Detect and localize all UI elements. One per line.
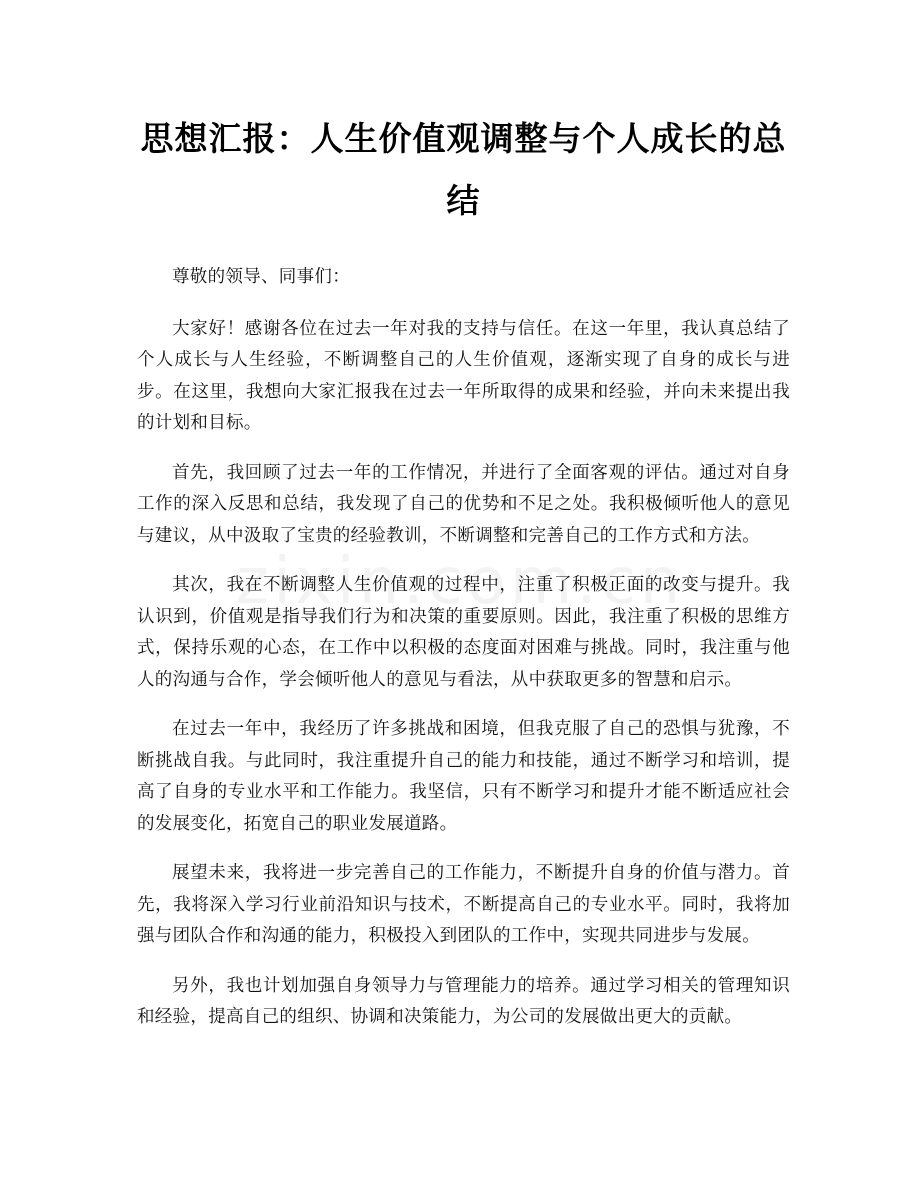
paragraph-review: 首先，我回顾了过去一年的工作情况，并进行了全面客观的评估。通过对自身工作的深入反思和总结，我发现了自己的优势和不足之处。我积极倾听他人的意见与建议，从中汲取了宝贵的经验教训，不断调整和完善自己的工作方式和方法。 (137, 462, 790, 546)
paragraph-values: 其次，我在不断调整人生价值观的过程中，注重了积极正面的改变与提升。我认识到，价值观是指导我们行为和决策的重要原则。因此，我注重了积极的思维方式，保持乐观的心态，在工作中以积极的态度面对困难与挑战。同时，我注重与他人的沟通与合作，学会倾听他人的意见与看法，从中获取更多的智慧和启示。 (137, 575, 790, 690)
document-title: 思想汇报：人生价值观调整与个人成长的总结 (140, 119, 787, 220)
paragraph-intro: 大家好！感谢各位在过去一年对我的支持与信任。在这一年里，我认真总结了个人成长与人生经验，不断调整自己的人生价值观，逐渐实现了自身的成长与进步。在这里，我想向大家汇报我在过去一年所取得的成果和经验，并向未来提出我的计划和目标。 (137, 318, 790, 433)
paragraph-challenges: 在过去一年中，我经历了许多挑战和困境，但我克服了自己的恐惧与犹豫，不断挑战自我。与此同时，我注重提升自己的能力和技能，通过不断学习和培训，提高了自身的专业水平和工作能力。我坚信，只有不断学习和提升才能不断适应社会的发展变化，拓宽自己的职业发展道路。 (137, 719, 790, 834)
paragraph-outlook: 展望未来，我将进一步完善自己的工作能力，不断提升自身的价值与潜力。首先，我将深入学习行业前沿知识与技术，不断提高自己的专业水平。同时，我将加强与团队合作和沟通的能力，积极投入到团队的工作中，实现共同进步与发展。 (137, 863, 790, 946)
paragraph-leadership: 另外，我也计划加强自身领导力与管理能力的培养。通过学习相关的管理知识和经验，提高自己的组织、协调和决策能力，为公司的发展做出更大的贡献。 (137, 975, 790, 1027)
greeting-line: 尊敬的领导、同事们： (172, 267, 350, 287)
